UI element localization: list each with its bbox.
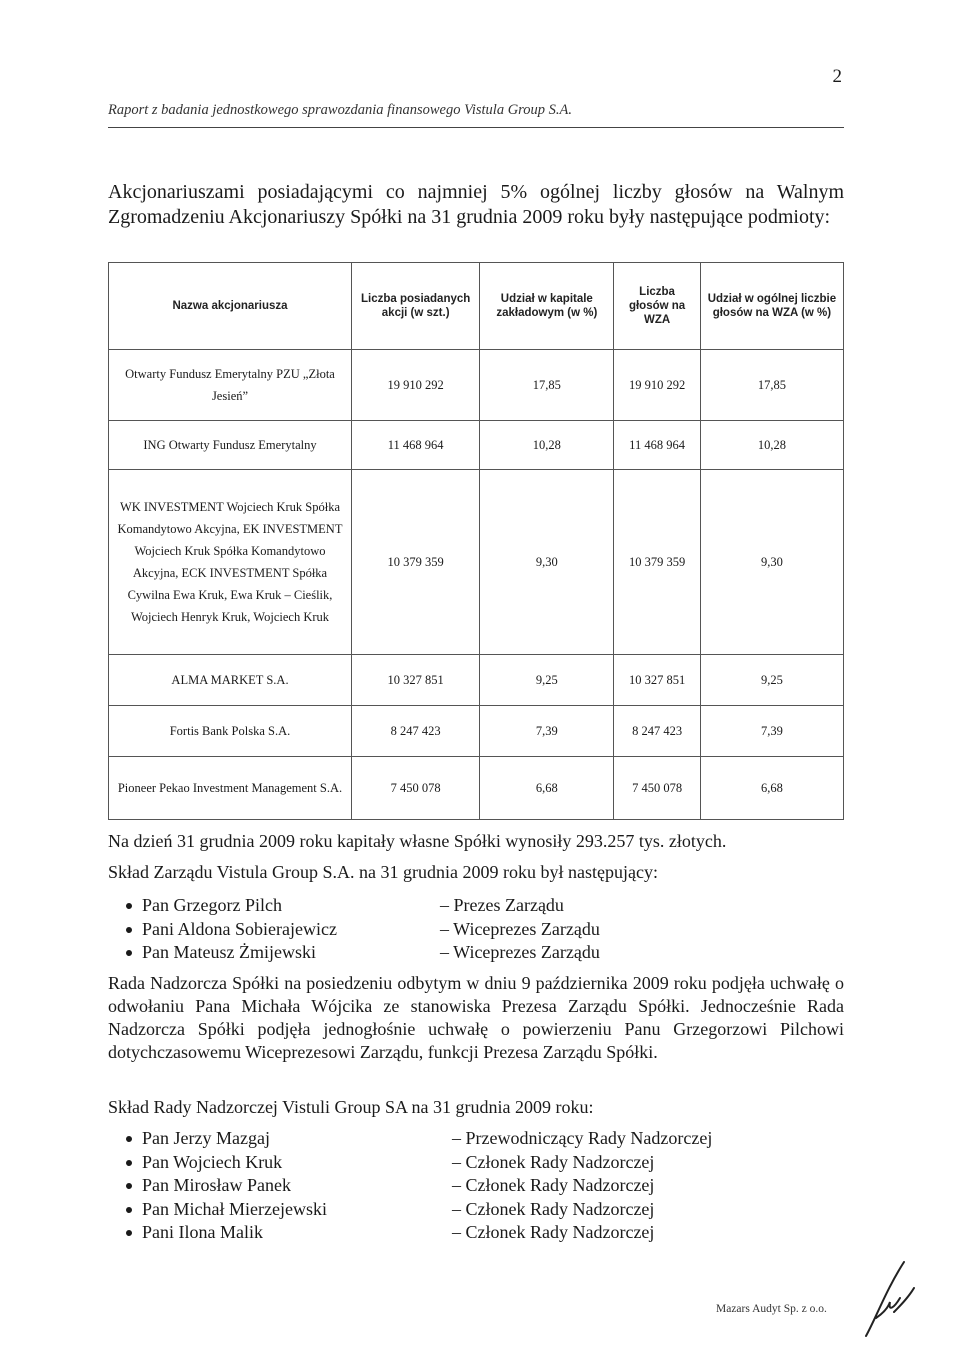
capital-share: 17,85	[480, 350, 614, 421]
shareholder-name: WK INVESTMENT Wojciech Kruk Spółka Komandytowo Akcyjna, EK INVESTMENT Wojciech Kruk Spółka Komandytowo Akcyjna, ECK INVESTMENT Spółka Cywilna Ewa Kruk, Ewa Kruk – Cieślik, Wojciech Henryk Kruk, Wojciech Kruk	[109, 470, 352, 655]
list-item	[124, 1151, 655, 1175]
shareholder-name: Otwarty Fundusz Emerytalny PZU „Złota Jesień”	[109, 350, 352, 421]
member-name: Pani Ilona Malik	[142, 1222, 263, 1242]
bullet-icon	[126, 927, 132, 933]
signature-icon	[860, 1258, 916, 1340]
votes-share: 17,85	[700, 350, 843, 421]
bullet-icon	[126, 903, 132, 909]
page-number: 2	[832, 66, 842, 87]
member-role: – Przewodniczący Rady Nadzorczej	[452, 1128, 713, 1148]
member-name: Pan Mateusz Żmijewski	[142, 942, 316, 962]
votes-share: 6,68	[700, 757, 843, 820]
table-row	[109, 350, 844, 421]
shares-count: 11 468 964	[352, 421, 480, 470]
bullet-icon	[126, 1160, 132, 1166]
member-name: Pani Aldona Sobierajewicz	[142, 918, 337, 939]
shares-count: 10 379 359	[352, 470, 480, 655]
votes-count: 11 468 964	[614, 421, 701, 470]
bullet-icon	[126, 1207, 132, 1213]
table-row	[109, 421, 844, 470]
member-role: – Członek Rady Nadzorczej	[452, 1151, 655, 1172]
list-item	[124, 918, 600, 942]
running-header: Raport z badania jednostkowego sprawozdania finansowego Vistula Group S.A.	[108, 102, 844, 128]
column-header: Udział w ogólnej liczbie głosów na WZA (w %)	[700, 263, 843, 350]
votes-share: 7,39	[700, 706, 843, 757]
equity-statement: Na dzień 31 grudnia 2009 roku kapitały własne Spółki wynosiły 293.257 tys. złotych.	[108, 831, 727, 851]
member-name: Pan Mirosław Panek	[142, 1175, 291, 1195]
table-header-row	[109, 263, 844, 350]
list-item	[124, 1127, 713, 1151]
bullet-icon	[126, 950, 132, 956]
capital-share: 10,28	[480, 421, 614, 470]
table-row	[109, 706, 844, 757]
column-header: Liczba głosów na WZA	[614, 263, 701, 350]
votes-count: 8 247 423	[614, 706, 701, 757]
shares-count: 7 450 078	[352, 757, 480, 820]
management-board-intro: Skład Zarządu Vistula Group S.A. na 31 grudnia 2009 roku był następujący:	[108, 862, 658, 882]
member-role: – Wiceprezes Zarządu	[440, 942, 600, 962]
votes-share: 10,28	[700, 421, 843, 470]
votes-count: 10 327 851	[614, 655, 701, 706]
member-name: Pan Grzegorz Pilch	[142, 895, 282, 915]
votes-count: 19 910 292	[614, 350, 701, 421]
intro-paragraph: Akcjonariuszami posiadającymi co najmniej 5% ogólnej liczby głosów na Walnym Zgromadzeniu Akcjonariuszy Spółki na 31 grudnia 2009 roku były następujące podmioty:	[108, 181, 844, 228]
column-header: Udział w kapitale zakładowym (w %)	[480, 263, 614, 350]
member-role: – Prezes Zarządu	[440, 895, 564, 915]
bullet-icon	[126, 1183, 132, 1189]
supervisory-board-list	[124, 1127, 713, 1245]
shareholder-name: Fortis Bank Polska S.A.	[109, 706, 352, 757]
votes-share: 9,30	[700, 470, 843, 655]
member-name: Pan Wojciech Kruk	[142, 1151, 283, 1172]
capital-share: 7,39	[480, 706, 614, 757]
supervisory-board-paragraph: Rada Nadzorcza Spółki na posiedzeniu odbytym w dniu 9 października 2009 roku podjęła uchwałę o odwołaniu Pana Michała Wójcika ze stanowiska Prezesa Zarządu Spółki. Jednocześnie Rada Nadzorcza Spółki podjęła jednogłośnie uchwałę o powierzeniu Panu Grzegorzowi Pilchowi dotychczasowemu Wiceprezesowi Zarządu, funkcji Prezesa Zarządu Spółki.	[108, 973, 844, 1062]
table-row	[109, 757, 844, 820]
shareholder-name: ALMA MARKET S.A.	[109, 655, 352, 706]
list-item	[124, 1174, 655, 1198]
member-role: – Członek Rady Nadzorczej	[452, 1198, 655, 1219]
shares-count: 8 247 423	[352, 706, 480, 757]
list-item	[124, 941, 600, 965]
shares-count: 10 327 851	[352, 655, 480, 706]
management-board-list	[124, 894, 600, 965]
capital-share: 9,30	[480, 470, 614, 655]
member-name: Pan Jerzy Mazgaj	[142, 1128, 270, 1148]
list-item	[124, 1198, 655, 1222]
footer-company: Mazars Audyt Sp. z o.o.	[716, 1303, 827, 1315]
member-role: – Wiceprezes Zarządu	[440, 918, 600, 939]
shareholder-name: ING Otwarty Fundusz Emerytalny	[109, 421, 352, 470]
capital-share: 6,68	[480, 757, 614, 820]
votes-count: 10 379 359	[614, 470, 701, 655]
member-name: Pan Michał Mierzejewski	[142, 1198, 327, 1219]
shareholders-table	[108, 262, 844, 820]
member-role: – Członek Rady Nadzorczej	[452, 1175, 655, 1195]
list-item	[124, 1221, 655, 1245]
list-item	[124, 894, 564, 918]
shareholder-name: Pioneer Pekao Investment Management S.A.	[109, 757, 352, 820]
member-role: – Członek Rady Nadzorczej	[452, 1222, 655, 1242]
table-row	[109, 655, 844, 706]
table-row	[109, 470, 844, 655]
votes-share: 9,25	[700, 655, 843, 706]
votes-count: 7 450 078	[614, 757, 701, 820]
shares-count: 19 910 292	[352, 350, 480, 421]
bullet-icon	[126, 1136, 132, 1142]
column-header: Nazwa akcjonariusza	[109, 263, 352, 350]
supervisory-board-intro: Skład Rady Nadzorczej Vistuli Group SA na 31 grudnia 2009 roku:	[108, 1097, 594, 1117]
bullet-icon	[126, 1230, 132, 1236]
capital-share: 9,25	[480, 655, 614, 706]
column-header: Liczba posiadanych akcji (w szt.)	[352, 263, 480, 350]
